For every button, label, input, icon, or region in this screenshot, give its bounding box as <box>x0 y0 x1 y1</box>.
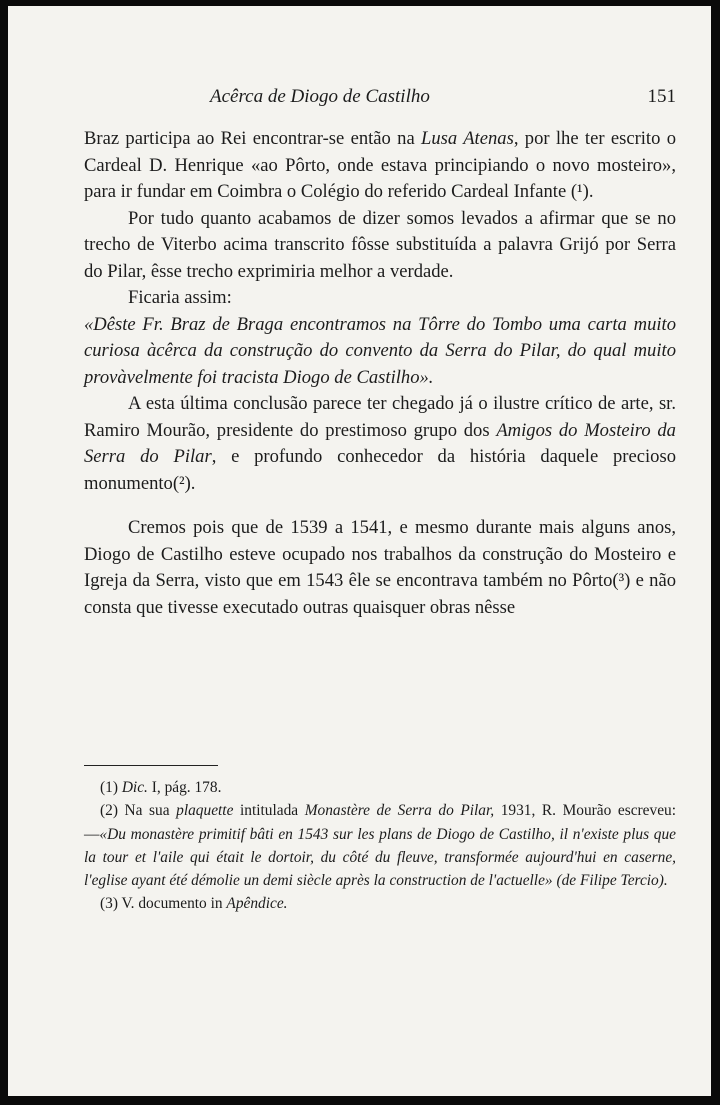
footnote-1: (1) Dic. I, pág. 178. <box>100 779 222 796</box>
paragraph-gap <box>84 497 676 515</box>
footnotes <box>84 776 676 916</box>
book-page <box>8 6 711 1096</box>
paragraph-3: Ficaria assim: <box>128 287 232 308</box>
body-text <box>84 126 676 621</box>
footnote-3: (3) V. documento in Apêndice. <box>100 895 288 913</box>
footnote-rule <box>84 765 218 766</box>
quotation: «Dêste Fr. Braz de Braga encontramos na Tôrre do Tombo uma carta muito curiosa àcêrca da construção do convento da Serra do Pilar, do qual muito provàvelmente foi tracista Diogo de Castilho». <box>84 313 676 388</box>
page-number: 151 <box>647 86 676 107</box>
running-title: Acêrca de Diogo de Castilho <box>210 86 430 107</box>
paragraph-5: Cremos pois que de 1539 a 1541, e mesmo durante mais alguns anos, Diogo de Castilho esteve ocupado nos trabalhos da construção do Mosteiro e Igreja da Serra, visto que em 1543 êle se encontrava também no Pôrto(³) e não consta que tivesse executado outras quaisquer obras nêsse <box>84 517 676 618</box>
page-header <box>84 86 676 116</box>
paragraph-4: A esta última conclusão parece ter chegado já o ilustre crítico de arte, sr. Ramiro Mourão, presidente do prestimoso grupo dos Amigos do Mosteiro da Serra do Pilar, e profundo conhecedor da história daquele precioso monumento(²). <box>84 393 676 494</box>
paragraph-1: Braz participa ao Rei encontrar-se então na Lusa Atenas, por lhe ter escrito o Cardeal D. Henrique «ao Pôrto, onde estava principiando o novo mosteiro», para ir fundar em Coimbra o Colégio do referido Cardeal Infante (¹). <box>84 128 676 202</box>
paragraph-2: Por tudo quanto acabamos de dizer somos levados a afirmar que se no trecho de Viterbo acima transcrito fôsse substituída a palavra Grijó por Serra do Pilar, êsse trecho exprimiria melhor a verdade. <box>84 207 676 282</box>
footnote-2: (2) Na sua plaquette intitulada Monastère de Serra do Pilar, 1931, R. Mourão escreveu:—«Du monastère primitif bâti en 1543 sur les plans de Diogo de Castilho, il n'existe plus que la tour et l'aile qui était le dortoir, du côté du fleuve, transformée aujourd'hui en caserne, l'eglise ayant été démolie un demi siècle après la construction de l'actuelle» (de Filipe Tercio). <box>84 802 676 890</box>
